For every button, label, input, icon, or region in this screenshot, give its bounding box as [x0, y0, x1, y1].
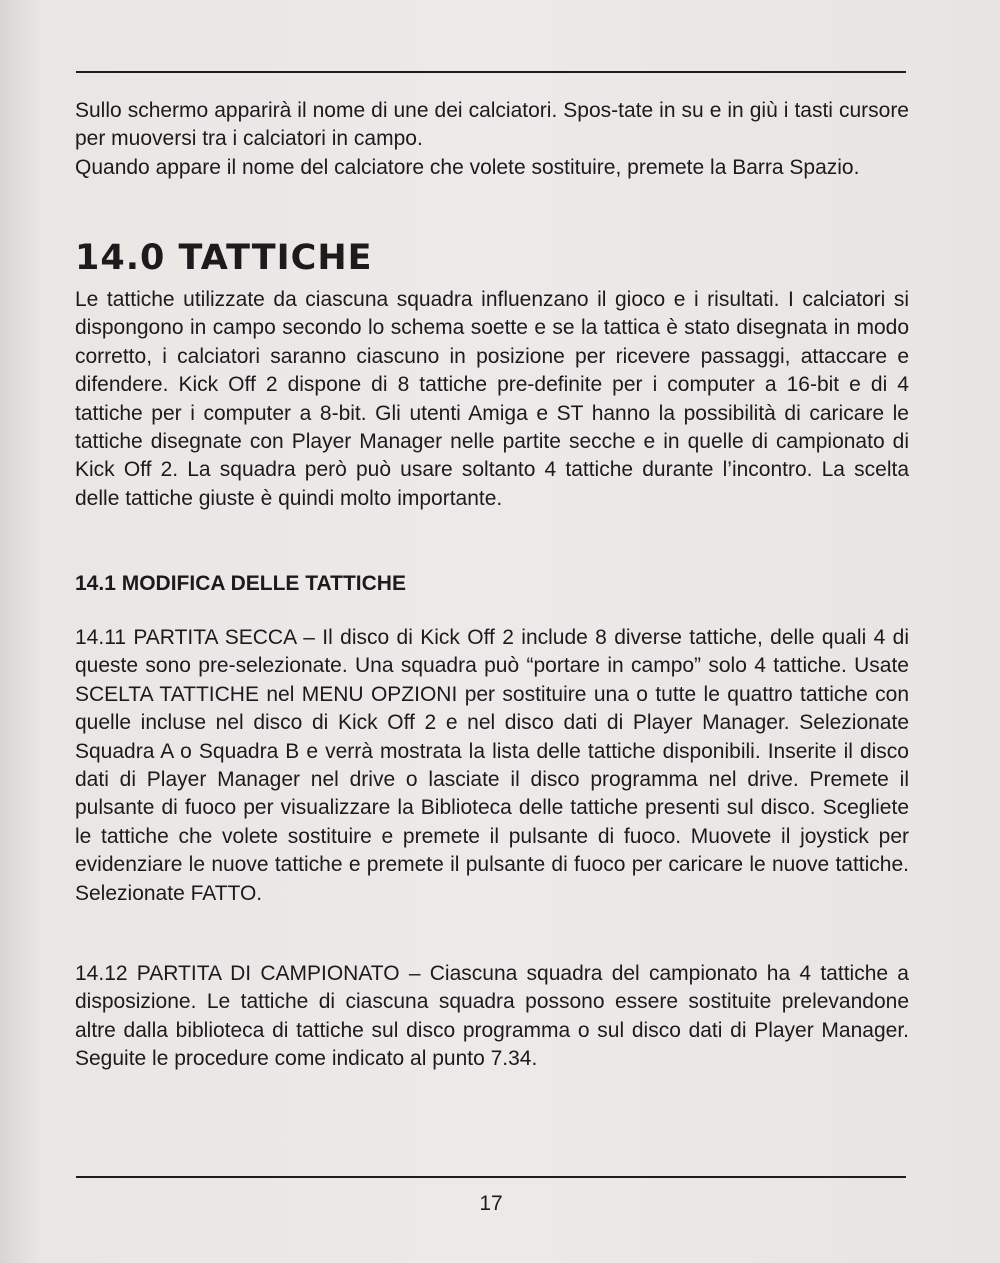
top-rule [76, 71, 906, 73]
tactics-section-body [75, 286, 909, 513]
league-match-paragraph: 14.12 PARTITA DI CAMPIONATO – Ciascuna squadra del campionato ha 4 tattiche a disposizione. Le tattiche di ciascuna squadra possono essere sostituite prelevandone altre dalla biblioteca di tattiche sul disco programma o sul disco dati di Player Manager. Seguite le procedure come indicato al punto 7.34. [75, 962, 909, 1071]
subsection-heading: 14.1 MODIFICA DELLE TATTICHE [75, 572, 406, 595]
tactics-paragraph: Le tattiche utilizzate da ciascuna squadra influenzano il gioco e i risultati. I calciatori si dispongono in campo secondo lo schema soette e se la tattica è stato disegnata in modo corretto, i calciatori saranno ciascuno in posizione per ricevere passaggi, attaccare e difendere. Kick Off 2 dispone di 8 tattiche pre-definite per i computer a 16-bit e di 4 tattiche per i computer a 8-bit. Gli utenti Amiga e ST hanno la possibilità di caricare le tattiche disegnate con Player Manager nelle partite secche e in quelle di campionato di Kick Off 2. La squadra però può usare soltanto 4 tattiche durante l’incontro. La scelta delle tattiche giuste è quindi molto importante. [75, 288, 909, 510]
page-number: 17 [479, 1192, 503, 1215]
intro-paragraph-1: Sullo schermo apparirà il nome di une dei calciatori. Spos-tate in su e in giù i tasti cursore per muoversi tra i calciatori in campo. [75, 99, 909, 151]
section-heading: 14.0 TATTICHE [75, 238, 373, 278]
league-match-section [75, 960, 909, 1074]
single-match-paragraph: 14.11 PARTITA SECCA – Il disco di Kick Off 2 include 8 diverse tattiche, delle quali 4 di queste sono pre-selezionate. Una squadra può “portare in campo” solo 4 tattiche. Usate SCELTA TATTICHE nel MENU OPZIONI per sostituire una o tutte le quattro tattiche con quelle incluse nel disco di Kick Off 2 e nel disco dati di Player Manager. Selezionate Squadra A o Squadra B e verrà mostrata la lista delle tattiche disponibili. Inserite il disco dati di Player Manager nel drive o lasciate il disco programma nel drive. Premete il pulsante di fuoco per visualizzare la Biblioteca delle tattiche presenti sul disco. Scegliete le tattiche che volete sostituire e premete il pulsante di fuoco. Muovete il joystick per evidenziare le nuove tattiche e premete il pulsante di fuoco per caricare le nuove tattiche. Selezionate FATTO. [75, 626, 909, 905]
single-match-section [75, 624, 909, 908]
intro-paragraph-2: Quando appare il nome del calciatore che volete sostituire, premete la Barra Spazio. [75, 155, 860, 179]
intro-text [75, 97, 909, 182]
bottom-rule [76, 1176, 906, 1178]
